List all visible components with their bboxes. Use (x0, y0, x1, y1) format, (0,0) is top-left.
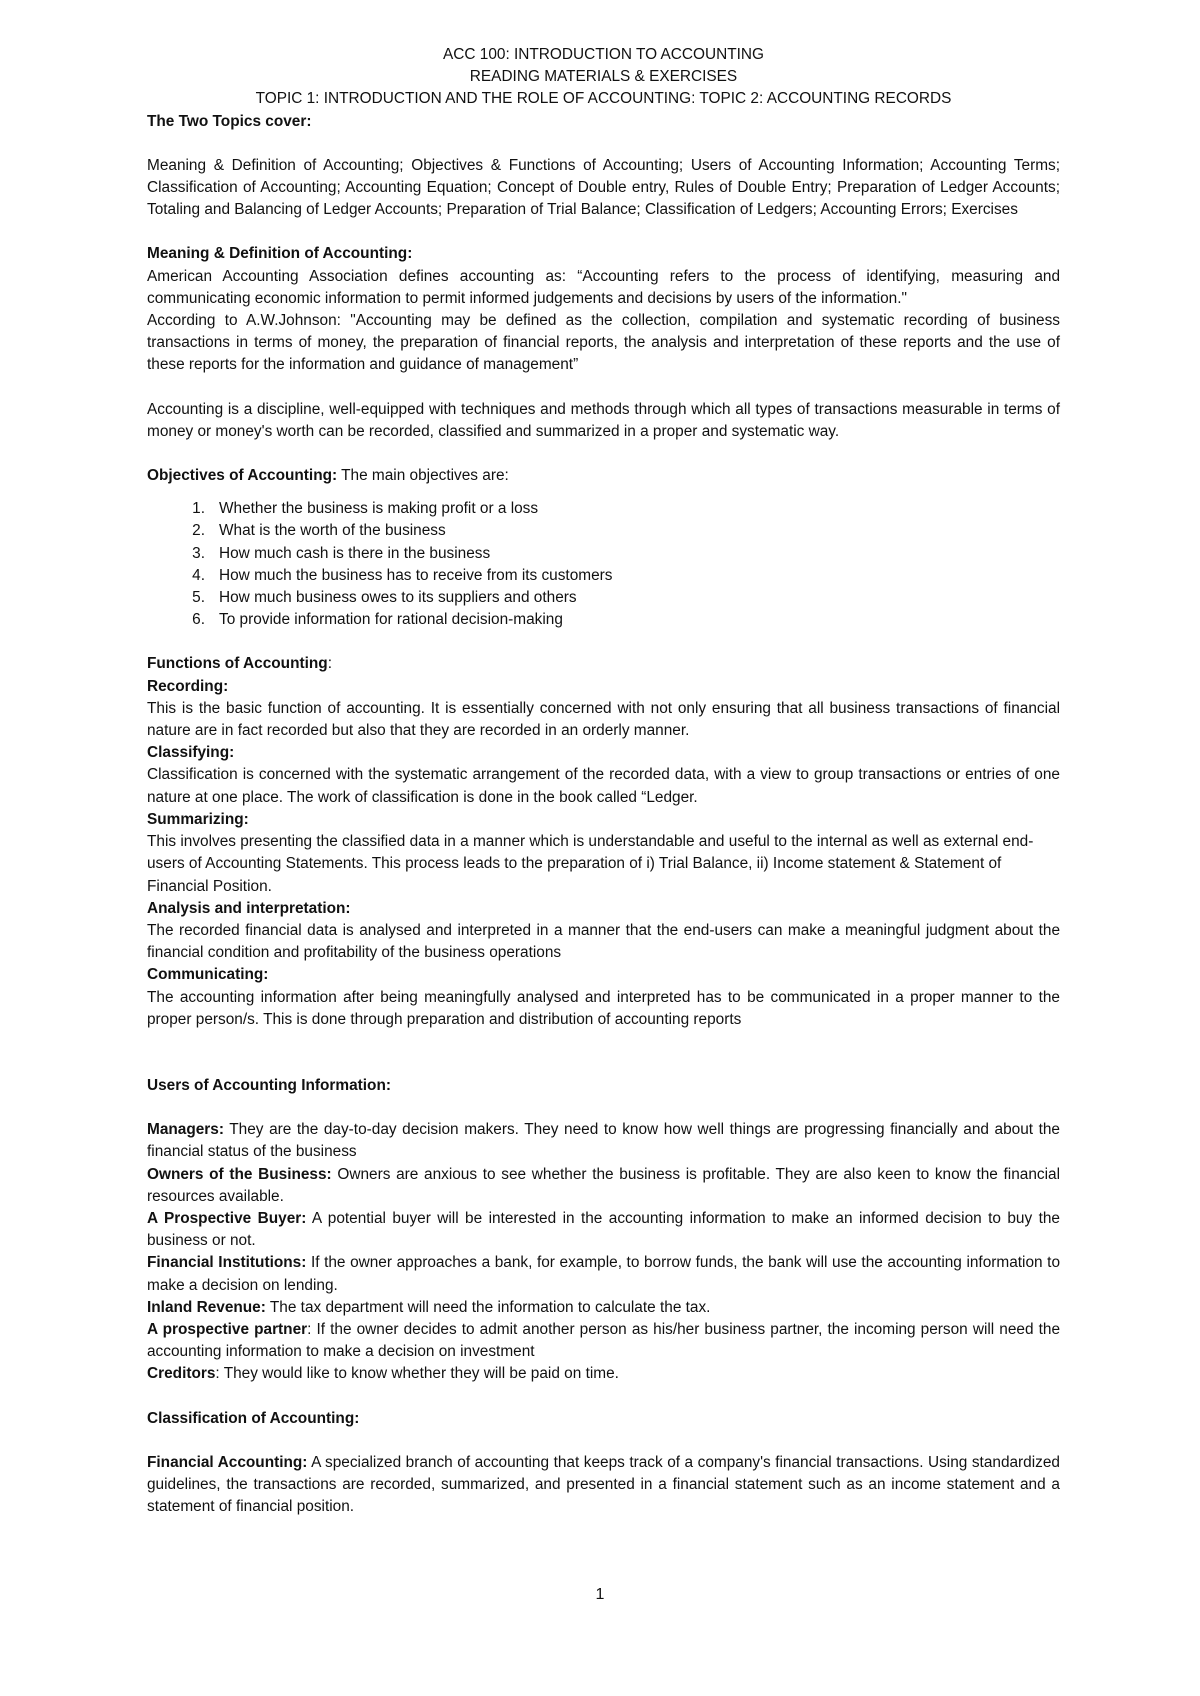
document-page (147, 44, 1060, 1518)
summarizing-heading: Summarizing: (147, 810, 249, 828)
analysis-text: The recorded financial data is analysed and interpreted in a manner that the end-users can make a meaningful judgment about the financial condition and profitability of the business operations (147, 921, 1060, 962)
meaning-heading: Meaning & Definition of Accounting: (147, 245, 413, 263)
user-item: Financial Institutions: If the owner approaches a bank, for example, to borrow funds, the bank will use the accounting information to make a decision on lending. (147, 1254, 1060, 1294)
list-item: 4. How much the business has to receive from its customers (192, 566, 613, 584)
user-item: Creditors: They would like to know whether they will be paid on time. (147, 1365, 619, 1383)
objectives-list (147, 498, 1060, 631)
objectives-intro: The main objectives are: (337, 467, 509, 485)
list-item: 3. How much cash is there in the business (192, 544, 491, 562)
list-item: 5. How much business owes to its suppliers and others (192, 589, 577, 607)
recording-heading: Recording: (147, 677, 229, 695)
recording-text: This is the basic function of accounting. It is essentially concerned with not only ensuring that all business transactions of financial nature are in fact recorded but also that they are recorded in an orderly manner. (147, 699, 1060, 740)
topic-title: TOPIC 1: INTRODUCTION AND THE ROLE OF ACCOUNTING: TOPIC 2: ACCOUNTING RECORDS (255, 90, 952, 108)
financial-accounting-text: Financial Accounting: A specialized branch of accounting that keeps track of a company's financial transactions. Using standardized guidelines, the transactions are recorded, summarized, and presented in a financial statement such as an income statement and a statement of financial position. (147, 1453, 1060, 1516)
user-item: Owners of the Business: Owners are anxious to see whether the business is profitable. They are also keen to know the financial resources available. (147, 1165, 1061, 1205)
cover-body: Meaning & Definition of Accounting; Objectives & Functions of Accounting; Users of Accounting Information; Accounting Terms; Classification of Accounting; Accounting Equation; Concept of Double entry, Rules of Double Entry; Preparation of Ledger Accounts; Totaling and Balancing of Ledger Accounts; Preparation of Trial Balance; Classification of Ledgers; Accounting Errors; Exercises (147, 156, 1060, 219)
user-item: A Prospective Buyer: A potential buyer will be interested in the accounting information to make an informed decision to buy the business or not. (147, 1209, 1060, 1250)
page-number: 1 (595, 1586, 605, 1603)
meaning-para-2: According to A.W.Johnson: "Accounting may be defined as the collection, compilation and systematic recording of business transactions in terms of money, the preparation of financial reports, the analysis and interpretation of these reports and the use of these reports for the information and guidance of management” (147, 312, 1060, 374)
objectives-heading: Objectives of Accounting: (147, 467, 338, 485)
list-item: 1. Whether the business is making profit or a loss (192, 500, 539, 518)
summarizing-text: This involves presenting the classified data in a manner which is understandable and useful to the internal as well as external end-users of Accounting Statements. This process leads to the preparation of i) Trial Balance, ii) Income statement & Statement of Financial Position. (147, 833, 1034, 895)
communicating-heading: Communicating: (147, 966, 269, 984)
communicating-text: The accounting information after being meaningfully analysed and interpreted has to be communicated in a proper manner to the proper person/s. This is done through preparation and distribution of accounting reports (147, 988, 1060, 1028)
classifying-text: Classification is concerned with the systematic arrangement of the recorded data, with a view to group transactions or entries of one nature at one place. The work of classification is done in the book called “Ledger. (147, 766, 1060, 806)
functions-heading: Functions of Accounting (147, 655, 328, 673)
cover-heading: The Two Topics cover: (147, 112, 312, 130)
classification-heading: Classification of Accounting: (147, 1409, 360, 1427)
user-item: Inland Revenue: The tax department will need the information to calculate the tax. (147, 1298, 711, 1316)
user-item: Managers: They are the day-to-day decision makers. They need to know how well things are progressing financially and about the financial status of the business (147, 1121, 1060, 1161)
meaning-para-3: Accounting is a discipline, well-equipped with techniques and methods through which all types of transactions measurable in terms of money or money's worth can be recorded, classified and summarized in a proper and systematic way. (147, 400, 1060, 440)
list-item: 6. To provide information for rational decision-making (192, 611, 563, 629)
user-item: A prospective partner: If the owner decides to admit another person as his/her business partner, the incoming person will need the accounting information to make a decision on investment (147, 1320, 1061, 1361)
meaning-para-1: American Accounting Association defines accounting as: “Accounting refers to the process of identifying, measuring and communicating economic information to permit informed judgements and decisions by users of the information." (147, 267, 1060, 307)
objectives-line (147, 465, 1060, 487)
list-item: 2. What is the worth of the business (192, 522, 446, 540)
users-heading: Users of Accounting Information: (147, 1076, 391, 1094)
course-subtitle: READING MATERIALS & EXERCISES (469, 68, 738, 86)
analysis-heading: Analysis and interpretation: (147, 899, 351, 917)
functions-heading-line: Functions of Accounting: (147, 655, 332, 673)
course-title: ACC 100: INTRODUCTION TO ACCOUNTING (443, 46, 764, 63)
classifying-heading: Classifying: (147, 744, 235, 762)
